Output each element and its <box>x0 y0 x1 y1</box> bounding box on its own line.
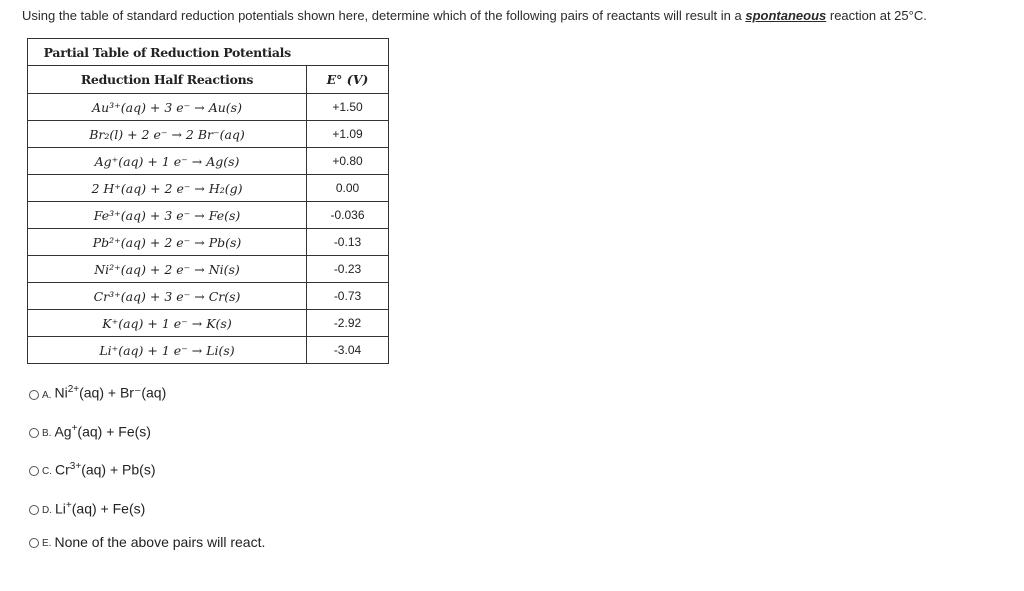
half-reaction: Li⁺(aq) + 1 e⁻ → Li(s) <box>28 337 307 364</box>
potential-value: 0.00 <box>307 175 389 202</box>
half-reaction: Br₂(l) + 2 e⁻ → 2 Br⁻(aq) <box>28 121 307 148</box>
potential-value: -0.036 <box>307 202 389 229</box>
half-reaction: Ni²⁺(aq) + 2 e⁻ → Ni(s) <box>28 256 307 283</box>
potential-value: -3.04 <box>307 337 389 364</box>
half-reaction: Cr³⁺(aq) + 3 e⁻ → Cr(s) <box>28 283 307 310</box>
half-reaction: Au³⁺(aq) + 3 e⁻ → Au(s) <box>28 94 307 121</box>
half-reaction: Pb²⁺(aq) + 2 e⁻ → Pb(s) <box>28 229 307 256</box>
option-charge: + <box>71 423 78 434</box>
half-reaction: Ag⁺(aq) + 1 e⁻ → Ag(s) <box>28 148 307 175</box>
radio-button-icon[interactable] <box>29 390 39 400</box>
half-reaction: K⁺(aq) + 1 e⁻ → K(s) <box>28 310 307 337</box>
option-species: Ni <box>54 384 68 401</box>
table-row <box>28 256 389 283</box>
option-text <box>54 534 265 550</box>
radio-button-icon[interactable] <box>29 466 39 476</box>
option-charge: 3+ <box>69 461 82 472</box>
column-header-reaction: Reduction Half Reactions <box>28 66 307 94</box>
question-text <box>22 8 927 23</box>
option-text <box>54 384 166 402</box>
table-row <box>28 337 389 364</box>
option-c[interactable] <box>29 461 156 478</box>
option-letter: B. <box>42 427 52 439</box>
option-rest: (aq) + Br⁻(aq) <box>79 384 167 401</box>
option-letter: A. <box>42 389 52 401</box>
option-species: Li <box>55 500 66 517</box>
potential-value: -0.13 <box>307 229 389 256</box>
option-charge: + <box>65 500 72 511</box>
option-text <box>55 500 145 517</box>
half-reaction: Fe³⁺(aq) + 3 e⁻ → Fe(s) <box>28 202 307 229</box>
table-row <box>28 283 389 310</box>
question-emphasis: spontaneous <box>745 8 827 23</box>
table-row <box>28 229 389 256</box>
option-rest: (aq) + Fe(s) <box>71 500 146 517</box>
potential-value: +1.50 <box>307 94 389 121</box>
potential-value: -0.23 <box>307 256 389 283</box>
option-a[interactable] <box>29 384 166 402</box>
half-reaction: 2 H⁺(aq) + 2 e⁻ → H₂(g) <box>28 175 307 202</box>
potential-value: +1.09 <box>307 121 389 148</box>
table-row <box>28 175 389 202</box>
option-text <box>54 423 150 440</box>
option-species: Cr <box>55 461 70 478</box>
option-e[interactable] <box>29 534 265 550</box>
reduction-potentials-table <box>27 38 389 364</box>
option-b[interactable] <box>29 423 151 440</box>
table-row <box>28 94 389 121</box>
option-species: Ag <box>54 423 72 440</box>
table-caption-spacer <box>307 39 389 66</box>
option-rest: (aq) + Fe(s) <box>77 423 151 440</box>
table-caption: Partial Table of Reduction Potentials <box>28 39 307 66</box>
option-charge: 2+ <box>67 384 80 395</box>
option-rest: (aq) + Pb(s) <box>81 461 156 478</box>
table-row <box>28 310 389 337</box>
option-letter: E. <box>42 538 52 549</box>
potential-value: -0.73 <box>307 283 389 310</box>
radio-button-icon[interactable] <box>29 505 39 515</box>
option-species: None of the above pairs will react. <box>54 534 266 550</box>
table-row <box>28 202 389 229</box>
question-after: reaction at 25°C. <box>826 8 927 23</box>
option-text <box>55 461 156 478</box>
table-row <box>28 148 389 175</box>
potential-value: -2.92 <box>307 310 389 337</box>
option-d[interactable] <box>29 500 145 517</box>
table-row <box>28 121 389 148</box>
radio-button-icon[interactable] <box>29 428 39 438</box>
option-letter: C. <box>42 465 52 477</box>
column-header-potential: E° (V) <box>307 66 389 94</box>
radio-button-icon[interactable] <box>29 538 39 548</box>
potential-value: +0.80 <box>307 148 389 175</box>
question-before: Using the table of standard reduction potentials shown here, determine which of the following pairs of reactants will result in a <box>22 8 746 23</box>
option-letter: D. <box>42 504 52 516</box>
